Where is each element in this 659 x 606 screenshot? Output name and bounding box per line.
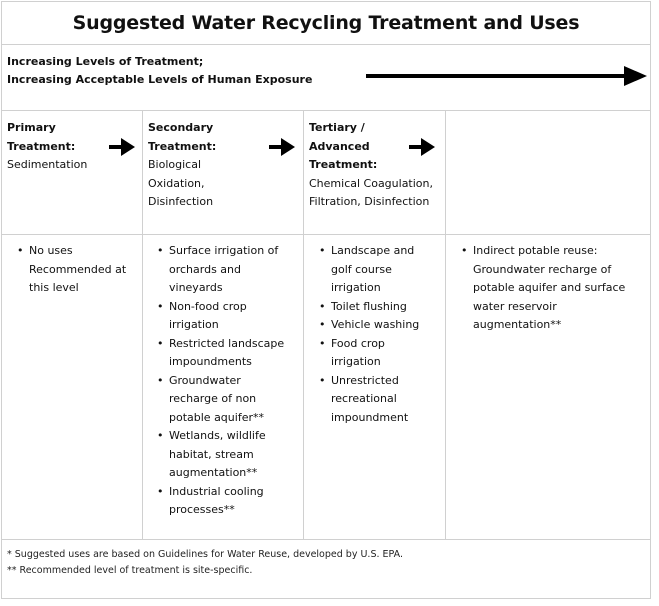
treatment-level-label: [7, 53, 312, 89]
list-item-line: orchards and: [169, 262, 242, 276]
stage-name-line: Secondary: [148, 121, 214, 134]
list-item-line: water reservoir: [473, 299, 557, 313]
list-item-line: • Groundwater: [169, 373, 241, 387]
stage-method-line: Disinfection: [148, 195, 214, 208]
stage-name-line: Primary: [7, 121, 56, 134]
list-item: [157, 483, 284, 520]
stage-method-line: Filtration, Disinfection: [309, 195, 430, 208]
list-item-line: potable aquifer**: [169, 410, 264, 424]
uses-row: [2, 234, 650, 540]
treatment-level-line-2: Increasing Acceptable Levels of Human Exposure: [7, 73, 313, 86]
stage-method-line: Chemical Coagulation,: [309, 176, 434, 190]
list-item-line: irrigation: [331, 355, 381, 368]
list-item: [157, 427, 284, 483]
primary-stage-cell: [2, 110, 143, 234]
list-item: [461, 242, 625, 335]
list-item: [157, 242, 284, 298]
list-item-line: impoundments: [169, 355, 252, 368]
list-item-line: • Indirect potable reuse:: [473, 244, 598, 257]
long-right-arrow-icon: [364, 64, 648, 88]
stage-name-line: Advanced: [309, 139, 370, 153]
list-item-line: processes**: [169, 503, 235, 516]
list-item: [157, 298, 284, 335]
list-item-line: potable aquifer and surface: [473, 281, 626, 294]
secondary-uses-list: [157, 242, 284, 520]
list-item-line: • Restricted landscape: [169, 336, 285, 350]
advanced-uses-list: [461, 242, 625, 335]
footnote-site-specific: ** Recommended level of treatment is site-specific.: [7, 565, 253, 576]
list-item-line: • Surface irrigation of: [169, 244, 279, 257]
list-item-line: Groundwater recharge of: [473, 262, 612, 276]
tertiary-stage: [309, 119, 433, 212]
treatment-stage-row: [2, 110, 650, 235]
list-item: [319, 298, 419, 317]
primary-stage: [7, 119, 87, 175]
stage-name-line: Tertiary /: [309, 121, 365, 134]
tertiary-uses-list: [319, 242, 419, 427]
stage-name-line: Treatment:: [309, 158, 378, 171]
list-item-line: • Non-food crop: [169, 299, 247, 313]
footnote-epa: * Suggested uses are based on Guidelines for Water Reuse, developed by U.S. EPA.: [7, 549, 403, 560]
list-item-line: golf course: [331, 262, 392, 276]
stage-method-line: Sedimentation: [7, 158, 88, 171]
stage-name-line: Treatment:: [7, 139, 76, 153]
right-arrow-icon: [268, 137, 296, 157]
list-item-line: • Industrial cooling: [169, 484, 264, 498]
tertiary-uses-cell: [304, 234, 446, 539]
secondary-stage: [148, 119, 216, 212]
title-row: [2, 2, 650, 45]
tertiary-stage-cell: [304, 110, 446, 234]
list-item: [319, 242, 419, 298]
list-item: [157, 335, 284, 372]
right-arrow-icon: [408, 137, 436, 157]
list-item-line: vineyards: [169, 281, 223, 294]
list-item-line: • Landscape and: [331, 244, 415, 257]
stage-method-line: Biological: [148, 158, 202, 171]
list-item-line: augmentation**: [169, 466, 258, 479]
secondary-stage-cell: [143, 110, 304, 234]
empty-stage-cell: [446, 110, 650, 234]
advanced-uses-cell: [446, 234, 650, 539]
list-item: [319, 316, 419, 335]
treatment-level-line-1: Increasing Levels of Treatment;: [7, 55, 204, 68]
list-item-line: • No uses: [29, 244, 73, 257]
list-item-line: • Unrestricted: [331, 373, 399, 387]
list-item-line: recreational: [331, 392, 397, 405]
primary-uses-cell: [2, 234, 143, 539]
list-item-line: this level: [29, 281, 79, 294]
list-item: [319, 372, 419, 428]
list-item-line: impoundment: [331, 410, 409, 424]
page-title: Suggested Water Recycling Treatment and Uses: [72, 12, 580, 34]
secondary-uses-cell: [143, 234, 304, 539]
list-item-line: • Food crop: [331, 336, 385, 350]
stage-method-line: Oxidation,: [148, 176, 205, 190]
list-item-line: • Toilet flushing: [331, 299, 407, 313]
treatment-level-row: [2, 44, 650, 111]
primary-uses-list: [17, 242, 126, 298]
list-item-line: augmentation**: [473, 318, 562, 331]
list-item-line: • Wetlands, wildlife: [169, 429, 266, 442]
list-item-line: • Vehicle washing: [331, 318, 420, 331]
list-item-line: recharge of non: [169, 392, 257, 405]
recycling-table: [1, 1, 651, 599]
list-item-line: irrigation: [331, 281, 381, 294]
stage-name-line: Treatment:: [148, 139, 217, 153]
list-item-line: Recommended at: [29, 262, 127, 276]
list-item-line: irrigation: [169, 318, 219, 331]
right-arrow-icon: [108, 137, 136, 157]
list-item: [319, 335, 419, 372]
footnotes: [7, 547, 403, 579]
list-item: [157, 372, 284, 428]
list-item-line: habitat, stream: [169, 447, 254, 461]
list-item: [17, 242, 126, 298]
